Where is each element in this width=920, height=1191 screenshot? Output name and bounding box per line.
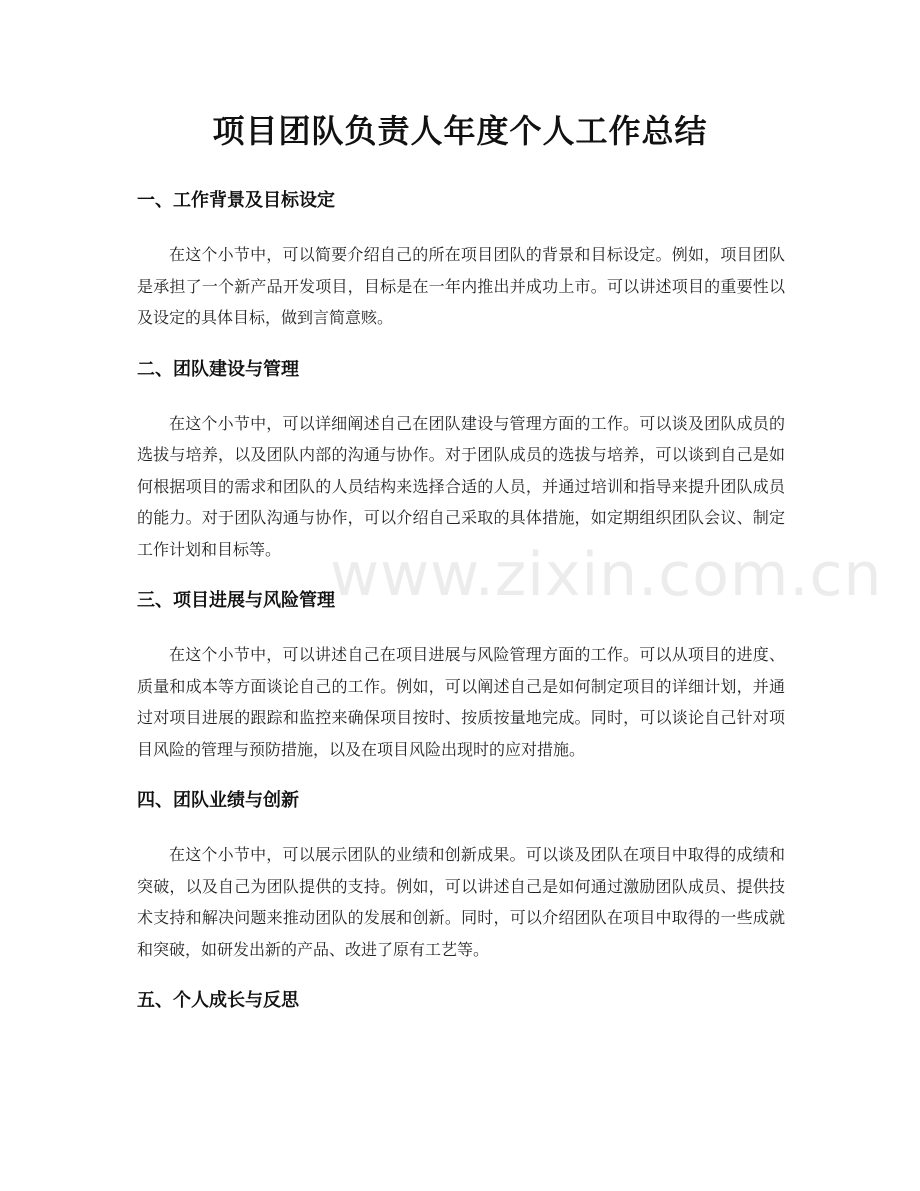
section-paragraph: 在这个小节中，可以详细阐述自己在团队建设与管理方面的工作。可以谈及团队成员的选拔与培养，以及团队内部的沟通与协作。对于团队成员的选拔与培养，可以谈到自己是如何根据项目的需求和团队的人员结构来选择合适的人员，并通过培训和指导来提升团队成员的能力。对于团队沟通与协作，可以介绍自己采取的具体措施，如定期组织团队会议、制定工作计划和目标等。 [137, 413, 785, 559]
section-paragraph: 在这个小节中，可以简要介绍自己的所在项目团队的背景和目标设定。例如，项目团队是承担了一个新产品开发项目，目标是在一年内推出并成功上市。可以讲述项目的重要性以及设定的具体目标，做到言简意赅。 [137, 245, 785, 327]
document-title: 项目团队负责人年度个人工作总结 [212, 112, 708, 150]
section-progress-risk [137, 586, 785, 765]
section-heading: 二、团队建设与管理 [137, 358, 299, 380]
section-paragraph: 在这个小节中，可以展示团队的业绩和创新成果。可以谈及团队在项目中取得的成绩和突破，以及自己为团队提供的支持。例如，可以讲述自己是如何通过激励团队成员、提供技术支持和解决问题来推动团队的发展和创新。同时，可以介绍团队在项目中取得的一些成就和突破，如研发出新的产品、改进了原有工艺等。 [137, 845, 785, 959]
section-background-goals [137, 186, 785, 334]
document-content [137, 186, 785, 1016]
watermark: www.zixin.com.cn [330, 540, 883, 610]
section-heading: 五、个人成长与反思 [137, 990, 299, 1011]
section-team-building [137, 355, 785, 566]
section-heading: 三、项目进展与风险管理 [137, 590, 335, 611]
section-paragraph: 在这个小节中，可以讲述自己在项目进展与风险管理方面的工作。可以从项目的进度、质量和成本等方面谈论自己的工作。例如，可以阐述自己是如何制定项目的详细计划，并通过对项目进展的跟踪和监控来确保项目按时、按质按量地完成。同时，可以谈论自己针对项目风险的管理与预防措施，以及在项目风险出现时的应对措施。 [137, 645, 785, 759]
section-heading: 一、工作背景及目标设定 [137, 190, 335, 211]
section-personal-growth [137, 986, 785, 1016]
section-heading: 四、团队业绩与创新 [137, 790, 299, 811]
section-performance-innovation [137, 786, 785, 965]
